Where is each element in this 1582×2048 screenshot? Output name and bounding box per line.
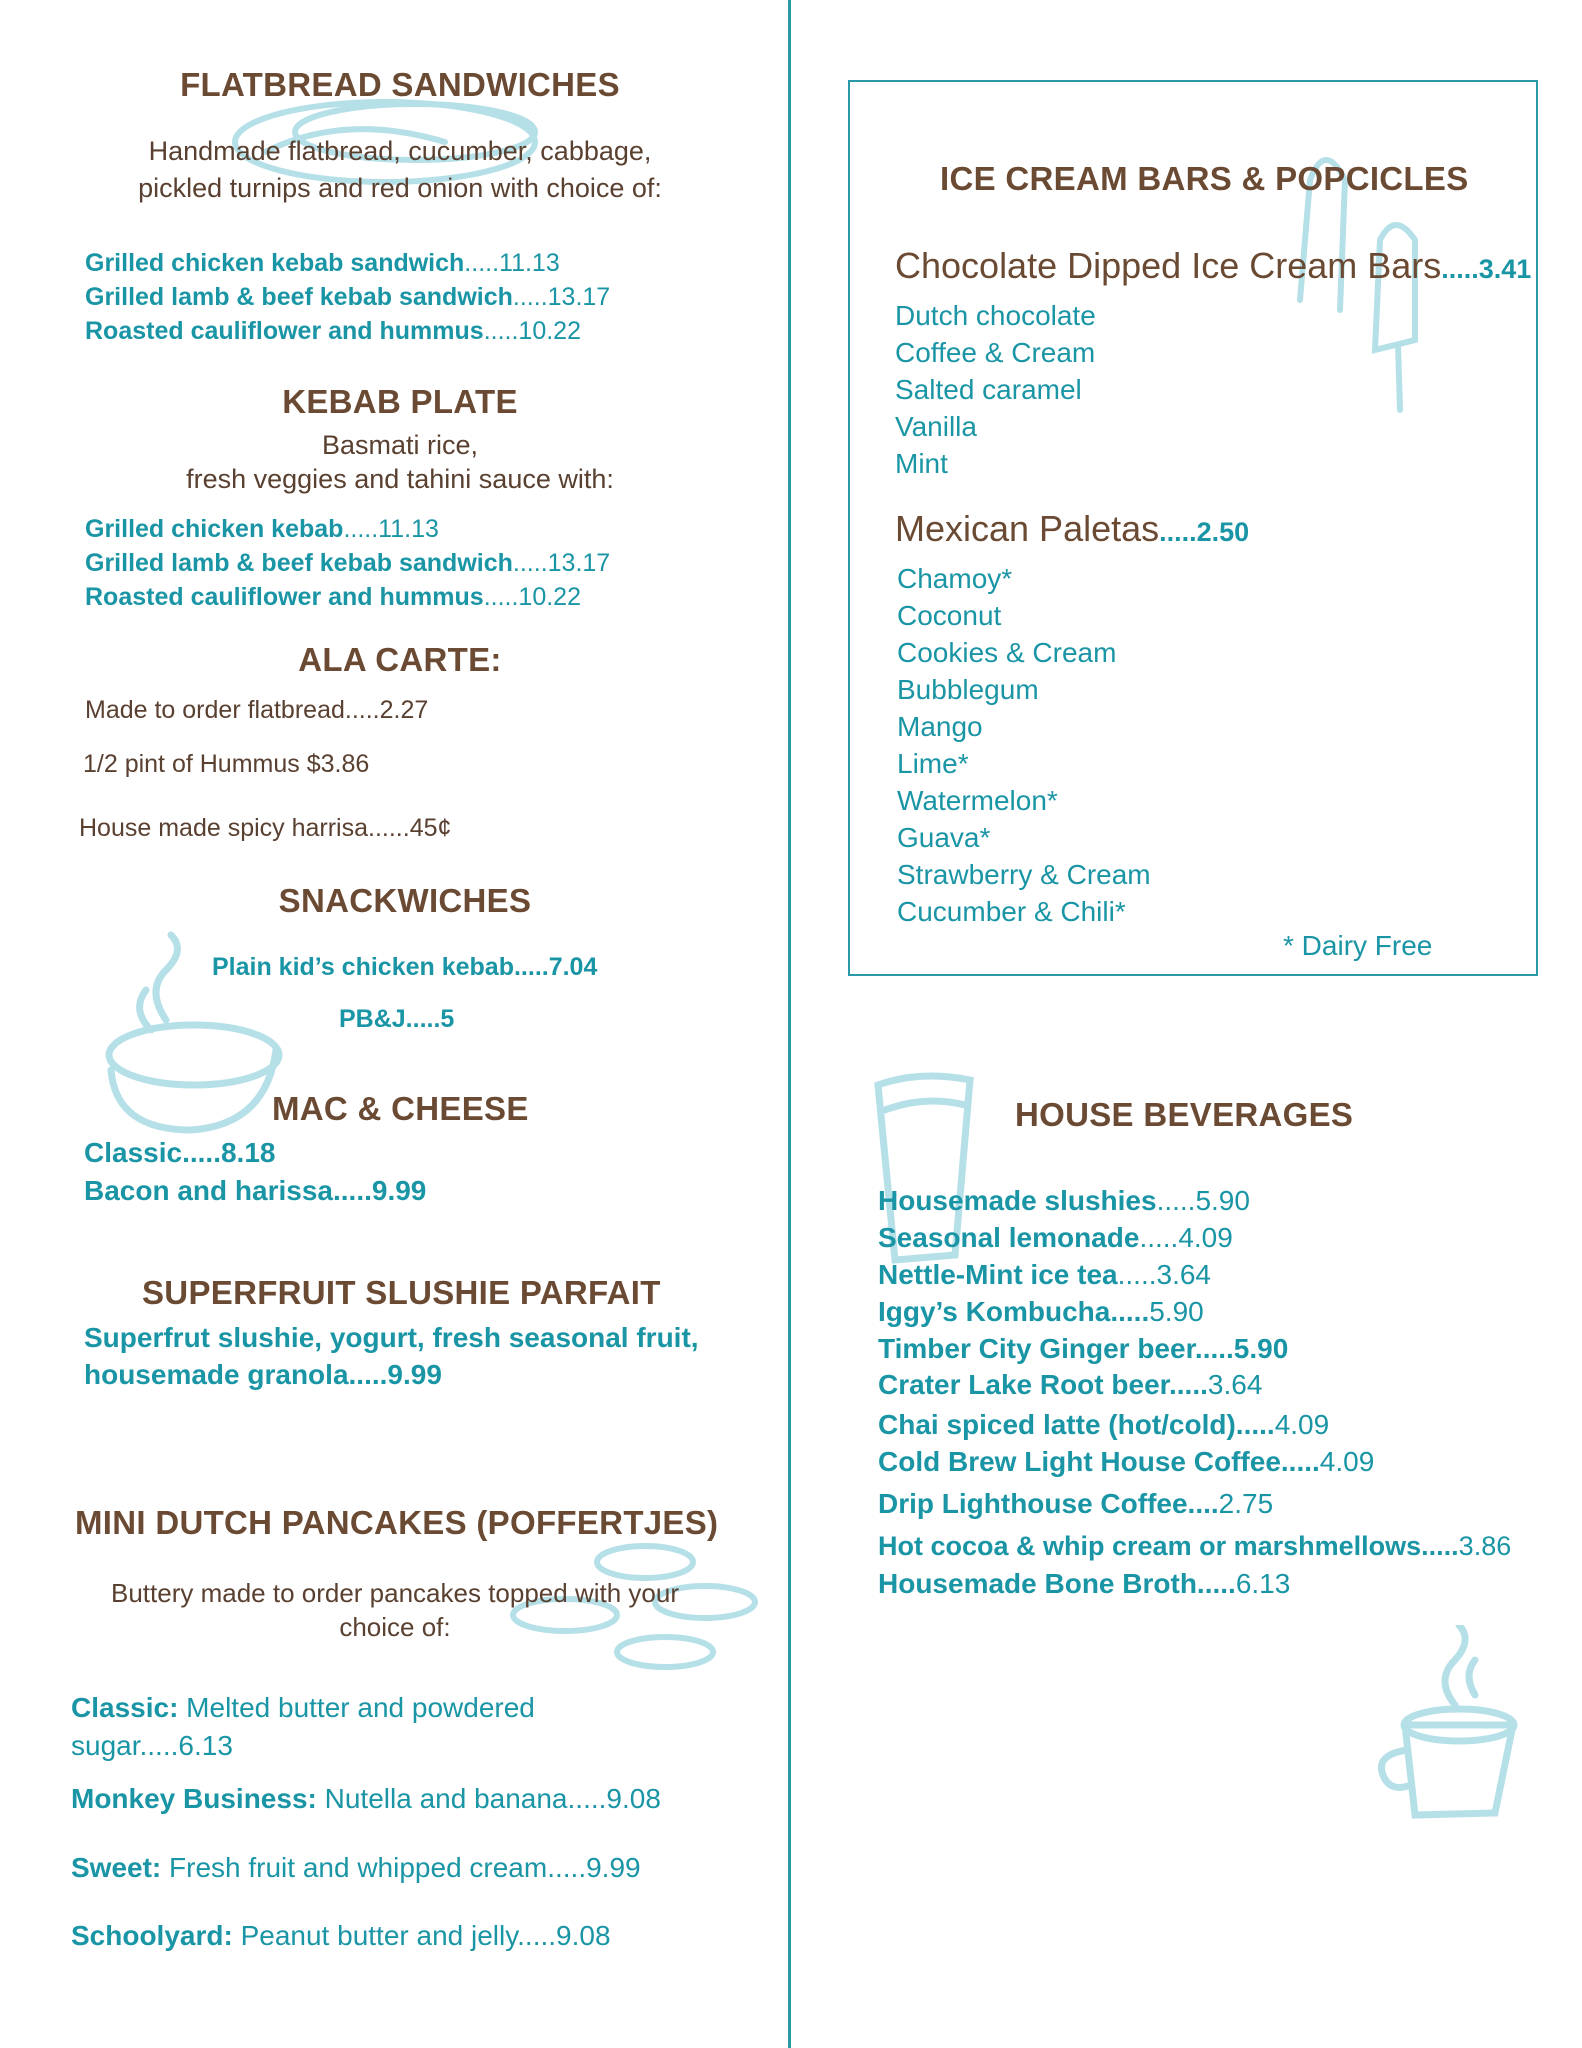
mac-item: Bacon and harissa.....9.99 <box>84 1175 427 1206</box>
alacarte-item: House made spicy harrisa......45¢ <box>79 814 452 842</box>
pancakes-description-line2: choice of: <box>339 1612 451 1642</box>
flatbread-item: Grilled lamb & beef kebab sandwich.....13.17 <box>85 283 611 311</box>
bar-flavor: Salted caramel <box>895 374 1082 405</box>
kebab-item: Grilled lamb & beef kebab sandwich.....13.17 <box>85 549 611 577</box>
coffee-mug-sketch-icon <box>1375 1625 1535 1825</box>
snack-item: Plain kid’s chicken kebab.....7.04 <box>212 953 598 981</box>
kebab-title: KEBAB PLATE <box>282 383 518 420</box>
icecream-bars-heading: Chocolate Dipped Ice Cream Bars.....3.41 <box>895 245 1532 286</box>
kebab-description-line1: Basmati rice, <box>321 430 479 460</box>
mac-title: MAC & CHEESE <box>272 1090 529 1127</box>
pancake-item: Classic: Melted butter and powdered <box>71 1692 535 1723</box>
snack-item: PB&J.....5 <box>339 1005 455 1033</box>
paleta-flavor: Lime* <box>897 748 969 779</box>
parfait-line1: Superfrut slushie, yogurt, fresh seasonal fruit, <box>84 1322 699 1353</box>
paleta-flavor: Bubblegum <box>897 674 1039 705</box>
kebab-item: Grilled chicken kebab.....11.13 <box>85 515 439 543</box>
paleta-flavor: Chamoy* <box>897 563 1013 594</box>
flatbread-title: FLATBREAD SANDWICHES <box>180 66 620 103</box>
paleta-flavor: Guava* <box>897 822 991 853</box>
beverage-item: Cold Brew Light House Coffee.....4.09 <box>878 1446 1375 1477</box>
beverage-item: Hot cocoa & whip cream or marshmellows.....3.86 <box>878 1531 1512 1561</box>
paleta-flavor: Cookies & Cream <box>897 637 1117 668</box>
mac-item: Classic.....8.18 <box>84 1137 276 1168</box>
paleta-flavor: Watermelon* <box>897 785 1058 816</box>
parfait-line2: housemade granola.....9.99 <box>84 1359 442 1390</box>
pancake-item-continued: sugar.....6.13 <box>71 1730 233 1761</box>
bar-flavor: Coffee & Cream <box>895 337 1096 368</box>
parfait-title: SUPERFRUIT SLUSHIE PARFAIT <box>142 1274 661 1311</box>
beverage-item: Drip Lighthouse Coffee....2.75 <box>878 1488 1274 1519</box>
kebab-description-line2: fresh veggies and tahini sauce with: <box>186 464 614 494</box>
bar-flavor: Dutch chocolate <box>895 300 1096 331</box>
flatbread-description: Handmade flatbread, cucumber, cabbage, pickled turnips and red onion with choice of: <box>138 136 662 203</box>
paletas-heading: Mexican Paletas.....2.50 <box>895 508 1250 549</box>
paleta-flavor: Cucumber & Chili* <box>897 896 1126 927</box>
paleta-flavor: Coconut <box>897 600 1002 631</box>
paleta-flavor: Strawberry & Cream <box>897 859 1151 890</box>
beverage-item: Crater Lake Root beer.....3.64 <box>878 1369 1263 1400</box>
pancake-item: Schoolyard: Peanut butter and jelly.....9.08 <box>71 1920 611 1951</box>
alacarte-title: ALA CARTE: <box>298 641 502 678</box>
pancakes-description-line1: Buttery made to order pancakes topped with your <box>111 1578 679 1608</box>
beverages-title: HOUSE BEVERAGES <box>1015 1096 1354 1133</box>
beverage-item: Chai spiced latte (hot/cold).....4.09 <box>878 1409 1330 1440</box>
pancake-item: Sweet: Fresh fruit and whipped cream.....9.99 <box>71 1852 641 1883</box>
flatbread-item: Grilled chicken kebab sandwich.....11.13 <box>85 249 560 277</box>
beverage-item: Nettle-Mint ice tea.....3.64 <box>878 1259 1212 1290</box>
column-divider <box>788 0 791 2048</box>
alacarte-item: Made to order flatbread.....2.27 <box>85 696 429 724</box>
icecream-title: ICE CREAM BARS & POPCICLES <box>940 160 1469 197</box>
paleta-flavor: Mango <box>897 711 983 742</box>
snackwiches-title: SNACKWICHES <box>278 882 532 919</box>
beverage-item: Iggy’s Kombucha.....5.90 <box>878 1296 1204 1327</box>
pancake-item: Monkey Business: Nutella and banana.....9.08 <box>71 1783 661 1814</box>
pancakes-title: MINI DUTCH PANCAKES (POFFERTJES) <box>75 1504 719 1541</box>
beverage-item: Timber City Ginger beer.....5.90 <box>878 1333 1289 1364</box>
alacarte-item: 1/2 pint of Hummus $3.86 <box>83 750 370 778</box>
bar-flavor: Vanilla <box>895 411 977 442</box>
beverage-item: Housemade Bone Broth.....6.13 <box>878 1568 1291 1599</box>
beverage-item: Seasonal lemonade.....4.09 <box>878 1222 1233 1253</box>
flatbread-item: Roasted cauliflower and hummus.....10.22 <box>85 317 581 345</box>
kebab-item: Roasted cauliflower and hummus.....10.22 <box>85 583 581 611</box>
bar-flavor: Mint <box>895 448 948 479</box>
beverage-item: Housemade slushies.....5.90 <box>878 1185 1250 1216</box>
dairy-free-note: * Dairy Free <box>1283 930 1433 961</box>
